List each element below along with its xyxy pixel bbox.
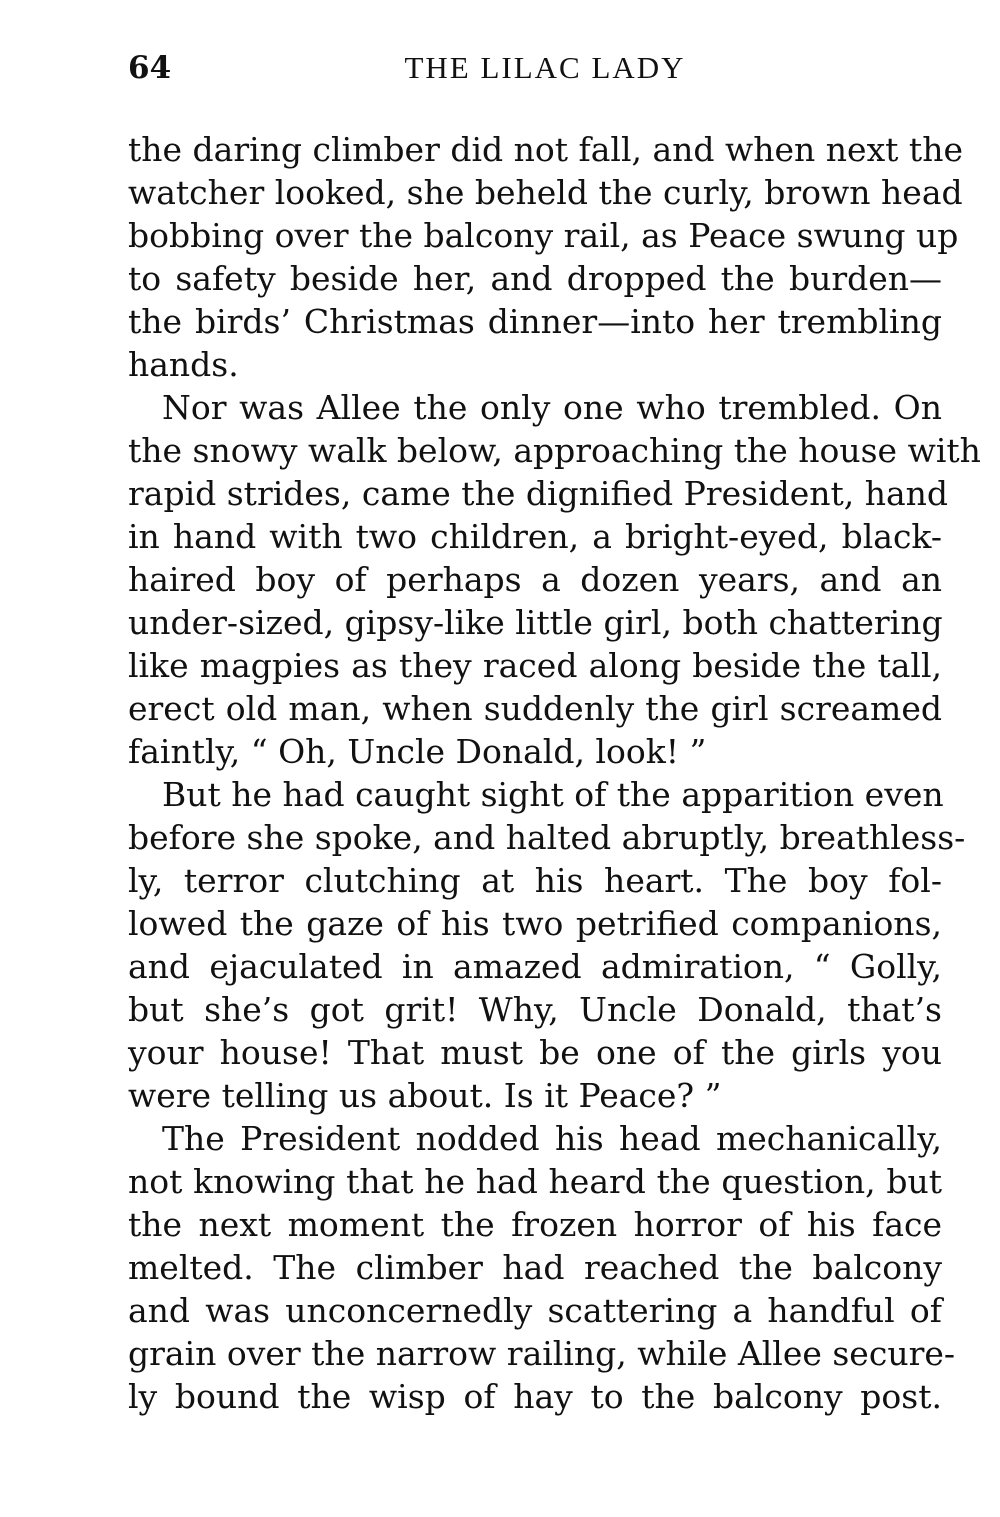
text-line: melted. The climber had reached the balcony <box>128 1248 942 1287</box>
text-line: but she’s got grit! Why, Uncle Donald, that’s <box>128 990 942 1029</box>
text-line: the daring climber did not fall, and when next the <box>128 130 963 169</box>
text-line: like magpies as they raced along beside the tall, <box>128 646 942 685</box>
text-line: grain over the narrow railing, while Allee secure- <box>128 1334 956 1373</box>
text-line: the snowy walk below, approaching the house with <box>128 431 981 470</box>
text-line: not knowing that he had heard the question, but <box>128 1162 942 1201</box>
text-line: Nor was Allee the only one who trembled. On <box>162 388 942 427</box>
running-title: THE LILAC LADY <box>404 50 686 85</box>
text-line: But he had caught sight of the apparition even <box>162 775 944 814</box>
text-line: hands. <box>128 345 239 384</box>
text-line: watcher looked, she beheld the curly, brown head <box>128 173 963 212</box>
text-line: erect old man, when suddenly the girl screamed <box>128 689 942 728</box>
text-line: ly bound the wisp of hay to the balcony post. <box>128 1377 942 1416</box>
text-line: the next moment the frozen horror of his face <box>128 1205 942 1244</box>
running-head <box>128 50 942 100</box>
text-line: and was unconcernedly scattering a handful of <box>128 1291 942 1330</box>
text-line: under-sized, gipsy-like little girl, both chattering <box>128 603 943 642</box>
page-number: 64 <box>128 50 172 86</box>
text-line: lowed the gaze of his two petrified companions, <box>128 904 942 943</box>
text-line: your house! That must be one of the girls you <box>128 1033 942 1072</box>
text-line: rapid strides, came the dignified President, hand <box>128 474 949 513</box>
text-line: the birds’ Christmas dinner—into her trembling <box>128 302 942 341</box>
body-text <box>128 128 981 1418</box>
text-line: to safety beside her, and dropped the burden— <box>128 259 942 298</box>
text-line: in hand with two children, a bright-eyed, black- <box>128 517 942 556</box>
text-line: The President nodded his head mechanically, <box>162 1119 942 1158</box>
text-line: and ejaculated in amazed admiration, “ Golly, <box>128 947 942 986</box>
text-line: ly, terror clutching at his heart. The boy fol- <box>128 861 942 900</box>
text-line: before she spoke, and halted abruptly, breathless- <box>128 818 966 857</box>
text-line: bobbing over the balcony rail, as Peace swung up <box>128 216 959 255</box>
text-line: were telling us about. Is it Peace? ” <box>128 1076 722 1115</box>
text-line: faintly, “ Oh, Uncle Donald, look! ” <box>128 732 707 771</box>
text-line: haired boy of perhaps a dozen years, and an <box>128 560 942 599</box>
